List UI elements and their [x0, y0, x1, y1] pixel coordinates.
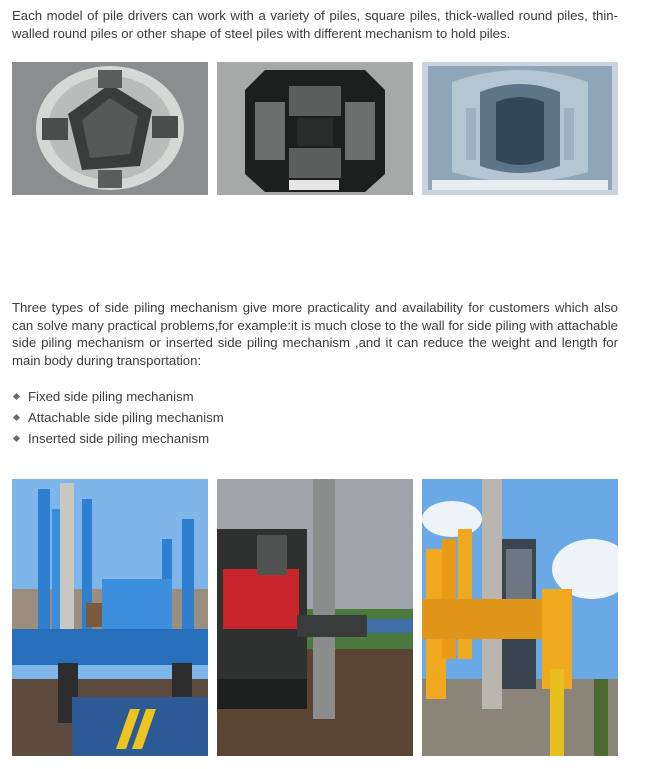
blue-pile-driver-photo	[12, 479, 208, 756]
square-pile-clamp-photo	[217, 62, 413, 195]
list-item: Attachable side piling mechanism	[12, 407, 224, 428]
side-piling-paragraph: Three types of side piling mechanism give more practicality and availability for customers which also can solve many practical problems,for example:it is much close to the wall for side piling with attachable side piling mechanism or inserted side piling mechanism ,and it can reduce the weight and length for main body during transportation:	[12, 300, 618, 368]
thin-walled-clamp-photo	[422, 62, 618, 195]
red-pile-driver-photo	[217, 479, 413, 756]
bullet-diamond-icon	[13, 393, 20, 400]
bullet-diamond-icon	[13, 435, 20, 442]
yellow-pile-driver-photo	[422, 479, 618, 756]
list-item: Fixed side piling mechanism	[12, 386, 224, 407]
list-item: Inserted side piling mechanism	[12, 428, 224, 449]
round-pile-clamp-photo	[12, 62, 208, 195]
rig-photo-row	[12, 479, 618, 756]
bullet-diamond-icon	[13, 414, 20, 421]
intro-paragraph: Each model of pile drivers can work with a variety of piles, square piles, thick-walled round piles, thin-walled round piles or other shape of steel piles with different mechanism to hold piles.	[12, 8, 618, 41]
mechanism-list	[12, 386, 224, 449]
clamp-photo-row	[12, 62, 618, 195]
